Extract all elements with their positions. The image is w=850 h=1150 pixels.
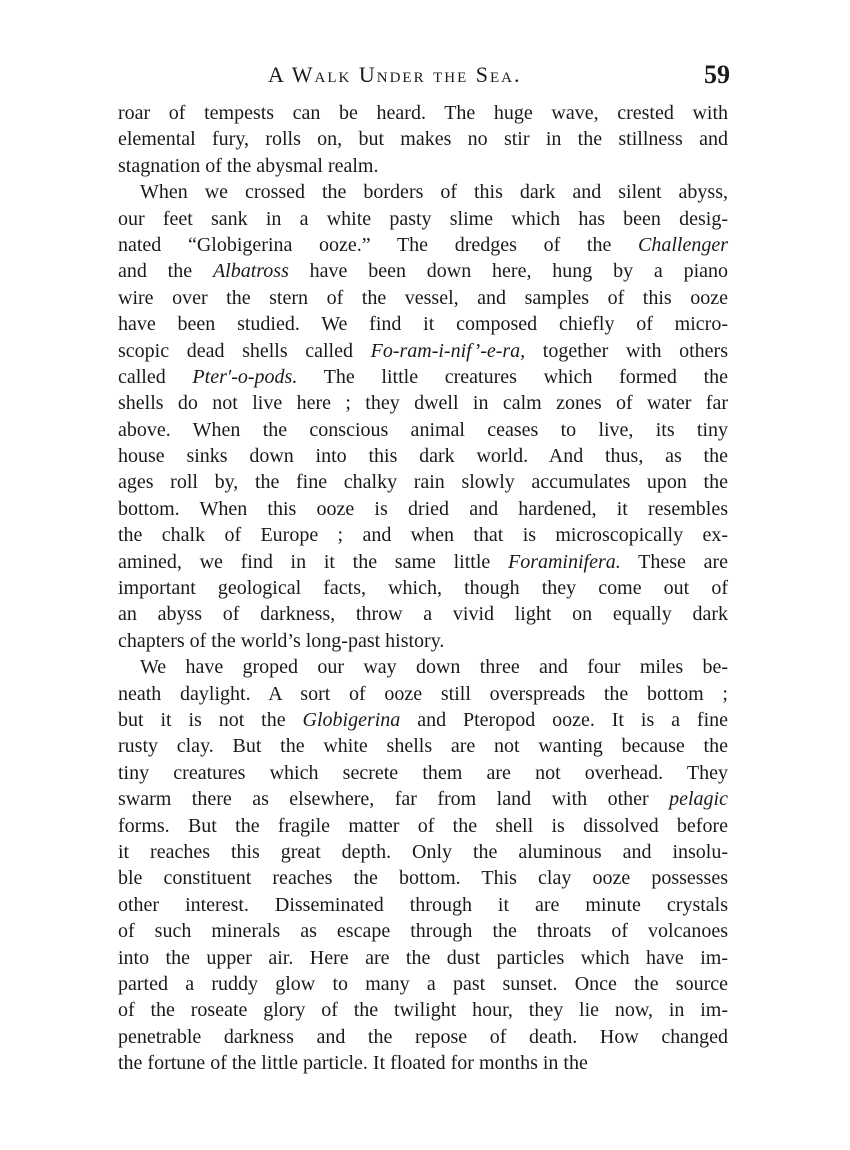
- text-run: neath daylight. A sort of ooze still overspreads the bottom ;: [118, 682, 728, 705]
- text-line: [118, 100, 728, 126]
- text-run: The little creatures which formed the: [297, 365, 728, 388]
- text-line: [118, 469, 728, 495]
- text-run: into the upper air. Here are the dust particles which have im-: [118, 946, 728, 969]
- text-run: have been studied. We find it composed chiefly of micro-: [118, 313, 728, 336]
- italic-term: Challenger: [638, 233, 728, 256]
- text-line: [118, 179, 728, 205]
- text-line: [118, 126, 728, 152]
- text-line: [118, 417, 728, 443]
- text-line: [118, 206, 728, 232]
- running-head: [118, 60, 728, 96]
- text-line: [118, 786, 728, 812]
- text-run: ages roll by, the fine chalky rain slowly accumulates upon the: [118, 471, 728, 494]
- text-run: and the: [118, 260, 213, 283]
- italic-term: pelagic: [669, 788, 728, 811]
- text-line: [118, 628, 728, 654]
- text-line: [118, 997, 728, 1023]
- text-run: the chalk of Europe ; and when that is microscopically ex-: [118, 524, 728, 547]
- paragraph: [118, 100, 728, 179]
- text-run: shells do not live here ; they dwell in calm zones of water far: [118, 392, 728, 415]
- text-line: [118, 918, 728, 944]
- text-line: [118, 892, 728, 918]
- text-run: have been down here, hung by a piano: [288, 260, 729, 283]
- text-run: stagnation of the abysmal realm.: [118, 154, 379, 177]
- page-number: 59: [704, 60, 730, 89]
- text-run: rusty clay. But the white shells are not wanting because the: [118, 735, 728, 758]
- text-line: [118, 971, 728, 997]
- paragraph: [118, 179, 728, 654]
- text-run: it reaches this great depth. Only the aluminous and insolu-: [118, 840, 728, 863]
- text-run: above. When the conscious animal ceases to live, its tiny: [118, 418, 728, 441]
- book-page: [118, 60, 728, 1076]
- text-line: [118, 390, 728, 416]
- text-run: These are: [620, 550, 729, 573]
- text-line: [118, 443, 728, 469]
- italic-term: Globigerina: [302, 708, 401, 731]
- text-line: [118, 311, 728, 337]
- text-line: [118, 945, 728, 971]
- text-line: [118, 733, 728, 759]
- text-run: nated “Globigerina ooze.” The dredges of the: [118, 233, 638, 256]
- text-line: [118, 522, 728, 548]
- text-run: parted a ruddy glow to many a past sunset. Once the source: [118, 972, 728, 995]
- text-run: other interest. Disseminated through it are minute crystals: [118, 893, 728, 916]
- text-run: but it is not the: [118, 708, 303, 731]
- text-line: [118, 681, 728, 707]
- text-run: our feet sank in a white pasty slime which has been desig-: [118, 207, 728, 230]
- text-run: called: [118, 365, 193, 388]
- text-run: chapters of the world’s long-past history.: [118, 629, 445, 652]
- text-line: [118, 839, 728, 865]
- text-run: together with others: [525, 339, 728, 362]
- text-line: [118, 549, 728, 575]
- text-line: [118, 153, 728, 179]
- text-run: elemental fury, rolls on, but makes no stir in the stillness and: [118, 128, 728, 151]
- text-line: [118, 1050, 728, 1076]
- italic-term: Fo-ram-i-nif’-e-ra,: [370, 339, 526, 362]
- italic-term: Pter′-o-pods.: [192, 365, 298, 388]
- text-run: bottom. When this ooze is dried and hardened, it resembles: [118, 497, 728, 520]
- text-run: wire over the stern of the vessel, and samples of this ooze: [118, 286, 728, 309]
- text-run: ble constituent reaches the bottom. This clay ooze possesses: [118, 867, 728, 890]
- text-line: [118, 496, 728, 522]
- text-line: [118, 707, 728, 733]
- text-run: swarm there as elsewhere, far from land with other: [118, 788, 670, 811]
- text-run: important geological facts, which, though they come out of: [118, 577, 728, 600]
- text-line: [118, 601, 728, 627]
- text-run: an abyss of darkness, throw a vivid light on equally dark: [118, 603, 728, 626]
- text-run: roar of tempests can be heard. The huge wave, crested with: [118, 102, 728, 124]
- text-line: [118, 232, 728, 258]
- text-line: [118, 813, 728, 839]
- text-line: [118, 760, 728, 786]
- text-line: [118, 654, 728, 680]
- italic-term: Albatross: [212, 260, 289, 283]
- text-line: [118, 865, 728, 891]
- text-run: We have groped our way down three and four miles be-: [140, 656, 728, 679]
- text-line: [118, 258, 728, 284]
- text-line: [118, 285, 728, 311]
- text-run: forms. But the fragile matter of the shell is dissolved before: [118, 814, 728, 837]
- text-run: penetrable darkness and the repose of death. How changed: [118, 1025, 728, 1048]
- text-run: tiny creatures which secrete them are not overhead. They: [118, 761, 728, 784]
- text-run: of such minerals as escape through the throats of volcanoes: [118, 920, 728, 943]
- italic-term: Foraminifera.: [507, 550, 621, 573]
- text-line: [118, 1024, 728, 1050]
- text-line: [118, 575, 728, 601]
- text-line: [118, 338, 728, 364]
- paragraph: [118, 654, 728, 1076]
- text-run: When we crossed the borders of this dark and silent abyss,: [140, 181, 728, 204]
- text-run: of the roseate glory of the twilight hour, they lie now, in im-: [118, 999, 728, 1022]
- body-text: [118, 100, 728, 1076]
- text-line: [118, 364, 728, 390]
- running-head-title: A Walk Under the Sea.: [268, 62, 522, 87]
- text-run: scopic dead shells called: [118, 339, 371, 362]
- text-run: the fortune of the little particle. It floated for months in the: [118, 1052, 588, 1075]
- text-run: house sinks down into this dark world. And thus, as the: [118, 445, 728, 468]
- text-run: amined, we find in it the same little: [118, 550, 508, 573]
- text-run: and Pteropod ooze. It is a fine: [400, 708, 729, 731]
